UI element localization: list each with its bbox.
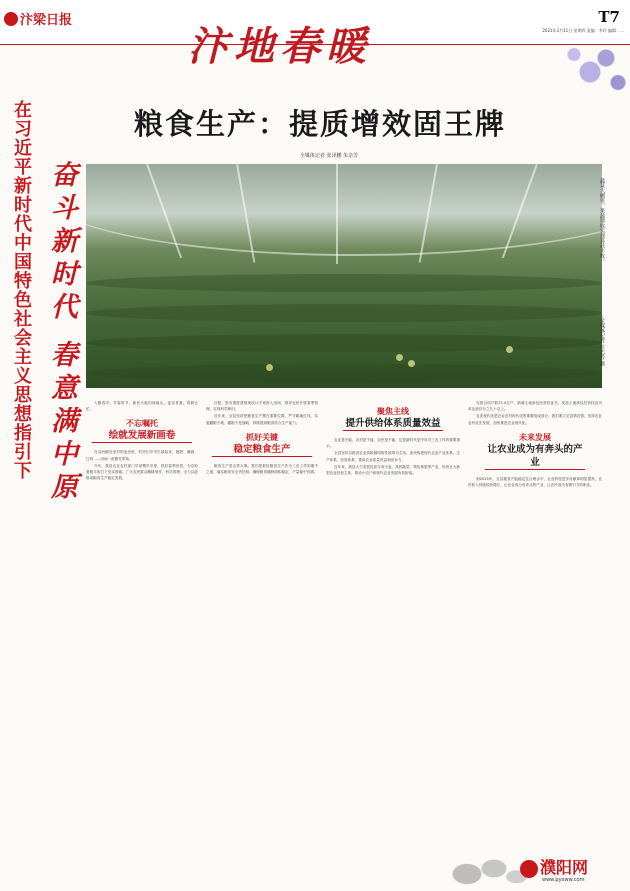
subhead-kicker: 不忘嘱托 xyxy=(126,419,158,429)
article-column-1 xyxy=(86,400,198,880)
photo-caption: 蔬菜大棚里，果蔬增收实现喜获丰收。 xyxy=(599,178,605,263)
footer-logo-text: 濮阳网 xyxy=(540,858,589,877)
article-column-4 xyxy=(468,400,602,880)
subhead-kicker: 聚焦主线 xyxy=(377,407,409,416)
footer-url[interactable]: www.pyxww.com xyxy=(542,877,585,883)
subhead-main: 稳定粮食生产 xyxy=(212,443,312,457)
subhead-kicker: 抓好关键 xyxy=(246,432,278,442)
paragraph: 到2025年，全县粮食产能稳定在合理水平，农业科技进步贡献率明显提高，农民收入持续较快增长，让农业成为有奔头的产业，让农民成为有吸引力的职业。 xyxy=(468,476,602,488)
slogan-primary: 在习近平新时代中国特色社会主义思想指引下 xyxy=(11,100,32,480)
photo-beam xyxy=(336,164,338,264)
photo-tomato xyxy=(408,360,415,367)
subhead-kicker: 未来发展 xyxy=(519,432,551,442)
paragraph: 近年来，我县大力发展优质专用小麦、高效蔬菜、特色林果等产业，培育壮大新型农业经营主体，推动小农户和现代农业发展有机衔接。 xyxy=(326,464,460,476)
greenhouse-photo xyxy=(86,164,602,388)
paragraph: 巨阳，张市建度建规现设计专家探入田间，指导农民开展春季管理，实现科学种田。 xyxy=(206,401,318,412)
newspaper-logo xyxy=(4,9,76,29)
slogan-secondary: 奋斗新时代 春意满中原 xyxy=(46,160,77,506)
photo-plant-row xyxy=(86,304,602,322)
photo-tomato xyxy=(266,364,273,371)
paragraph: 全县坚持以推进农业供给侧结构性改革为主线，加快构建现代农业产业体系、生产体系、经营体系，提高农业质量效益和竞争力。 xyxy=(326,451,460,462)
subhead-4 xyxy=(485,432,585,470)
photo-tomato xyxy=(506,346,513,353)
section-title: 汴地春暖 xyxy=(188,23,372,70)
paragraph: 入勤春早，早春时节，新民大地田间地头，麦苗青葱，春耕正忙。 xyxy=(86,401,198,412)
article-column-3 xyxy=(326,400,460,880)
article-headline: 粮食生产：提质增效固王牌 xyxy=(133,107,506,141)
paragraph: 今年，我县农业农村部门早部署早安排，抓好春季田管，为夺取夏粮丰收打下坚实基础。广大农民群众精耕细作，科学管理，全力以赴推动粮食生产稳定发展。 xyxy=(86,463,198,481)
subhead-1 xyxy=(92,418,192,443)
photo-plant-row xyxy=(86,274,602,292)
subhead-main: 让农业成为有奔头的产业 xyxy=(485,443,585,470)
blossom-decoration-icon xyxy=(550,44,630,114)
photo-plant-row xyxy=(86,334,602,352)
photo-credit: 全媒体记者 任志芳 摄 xyxy=(599,318,605,367)
edition-meta: 2021年3月11日 星期四 责编：李玲 编辑：… xyxy=(542,28,624,33)
article-column-2 xyxy=(206,400,318,880)
paragraph: 粮食生产是头等大事。我们把抓好粮食生产作为三农工作的重中之重，落实粮食安全责任制，确保粮食播种面积稳定、产量稳中有增。 xyxy=(206,463,318,475)
paragraph: 农业现代化是农业农村现代化的重要组成部分，我们要立足县情农情，坚持农业农村优先发展，加快推进农业现代化。 xyxy=(468,414,602,425)
footer-logo[interactable] xyxy=(520,858,624,886)
logo-mark-icon xyxy=(4,12,18,26)
paragraph: 近年来，全县坚持把粮食生产摆在重要位置，严守耕地红线，实施藏粮于地、藏粮于技战略，持续提高粮食综合生产能力。 xyxy=(206,414,318,425)
photo-tomato xyxy=(396,354,403,361)
subhead-3 xyxy=(343,406,443,431)
paragraph: 农业是不能，农村是不能，农民是不能，这是新时代党中央对三农工作的重要指示。 xyxy=(326,438,460,449)
article-byline: 全媒体记者 张译鹏 朱杂芳 xyxy=(299,153,359,159)
page-number: T7 xyxy=(598,8,620,26)
footer-logo-mark-icon xyxy=(520,860,538,878)
subhead-main: 绘就发展新画卷 xyxy=(92,429,192,443)
paragraph: 在沿河镇近至村的麦田里，时民们早早忙碌起来，施肥、灌溉、打药……田间一派繁忙景象。 xyxy=(86,450,198,461)
subhead-2 xyxy=(212,432,312,457)
paragraph: 完善合同户数72.4万户，新增土地承包经营权证书，发放土地承包经营权证书率达到百分之九十以上。 xyxy=(468,401,602,412)
subhead-main: 提升供给体系质量效益 xyxy=(343,417,443,431)
photo-plant-row xyxy=(86,364,602,382)
logo-text: 汴梁日报 xyxy=(20,13,73,28)
footer-sculpture-icon xyxy=(440,830,530,885)
